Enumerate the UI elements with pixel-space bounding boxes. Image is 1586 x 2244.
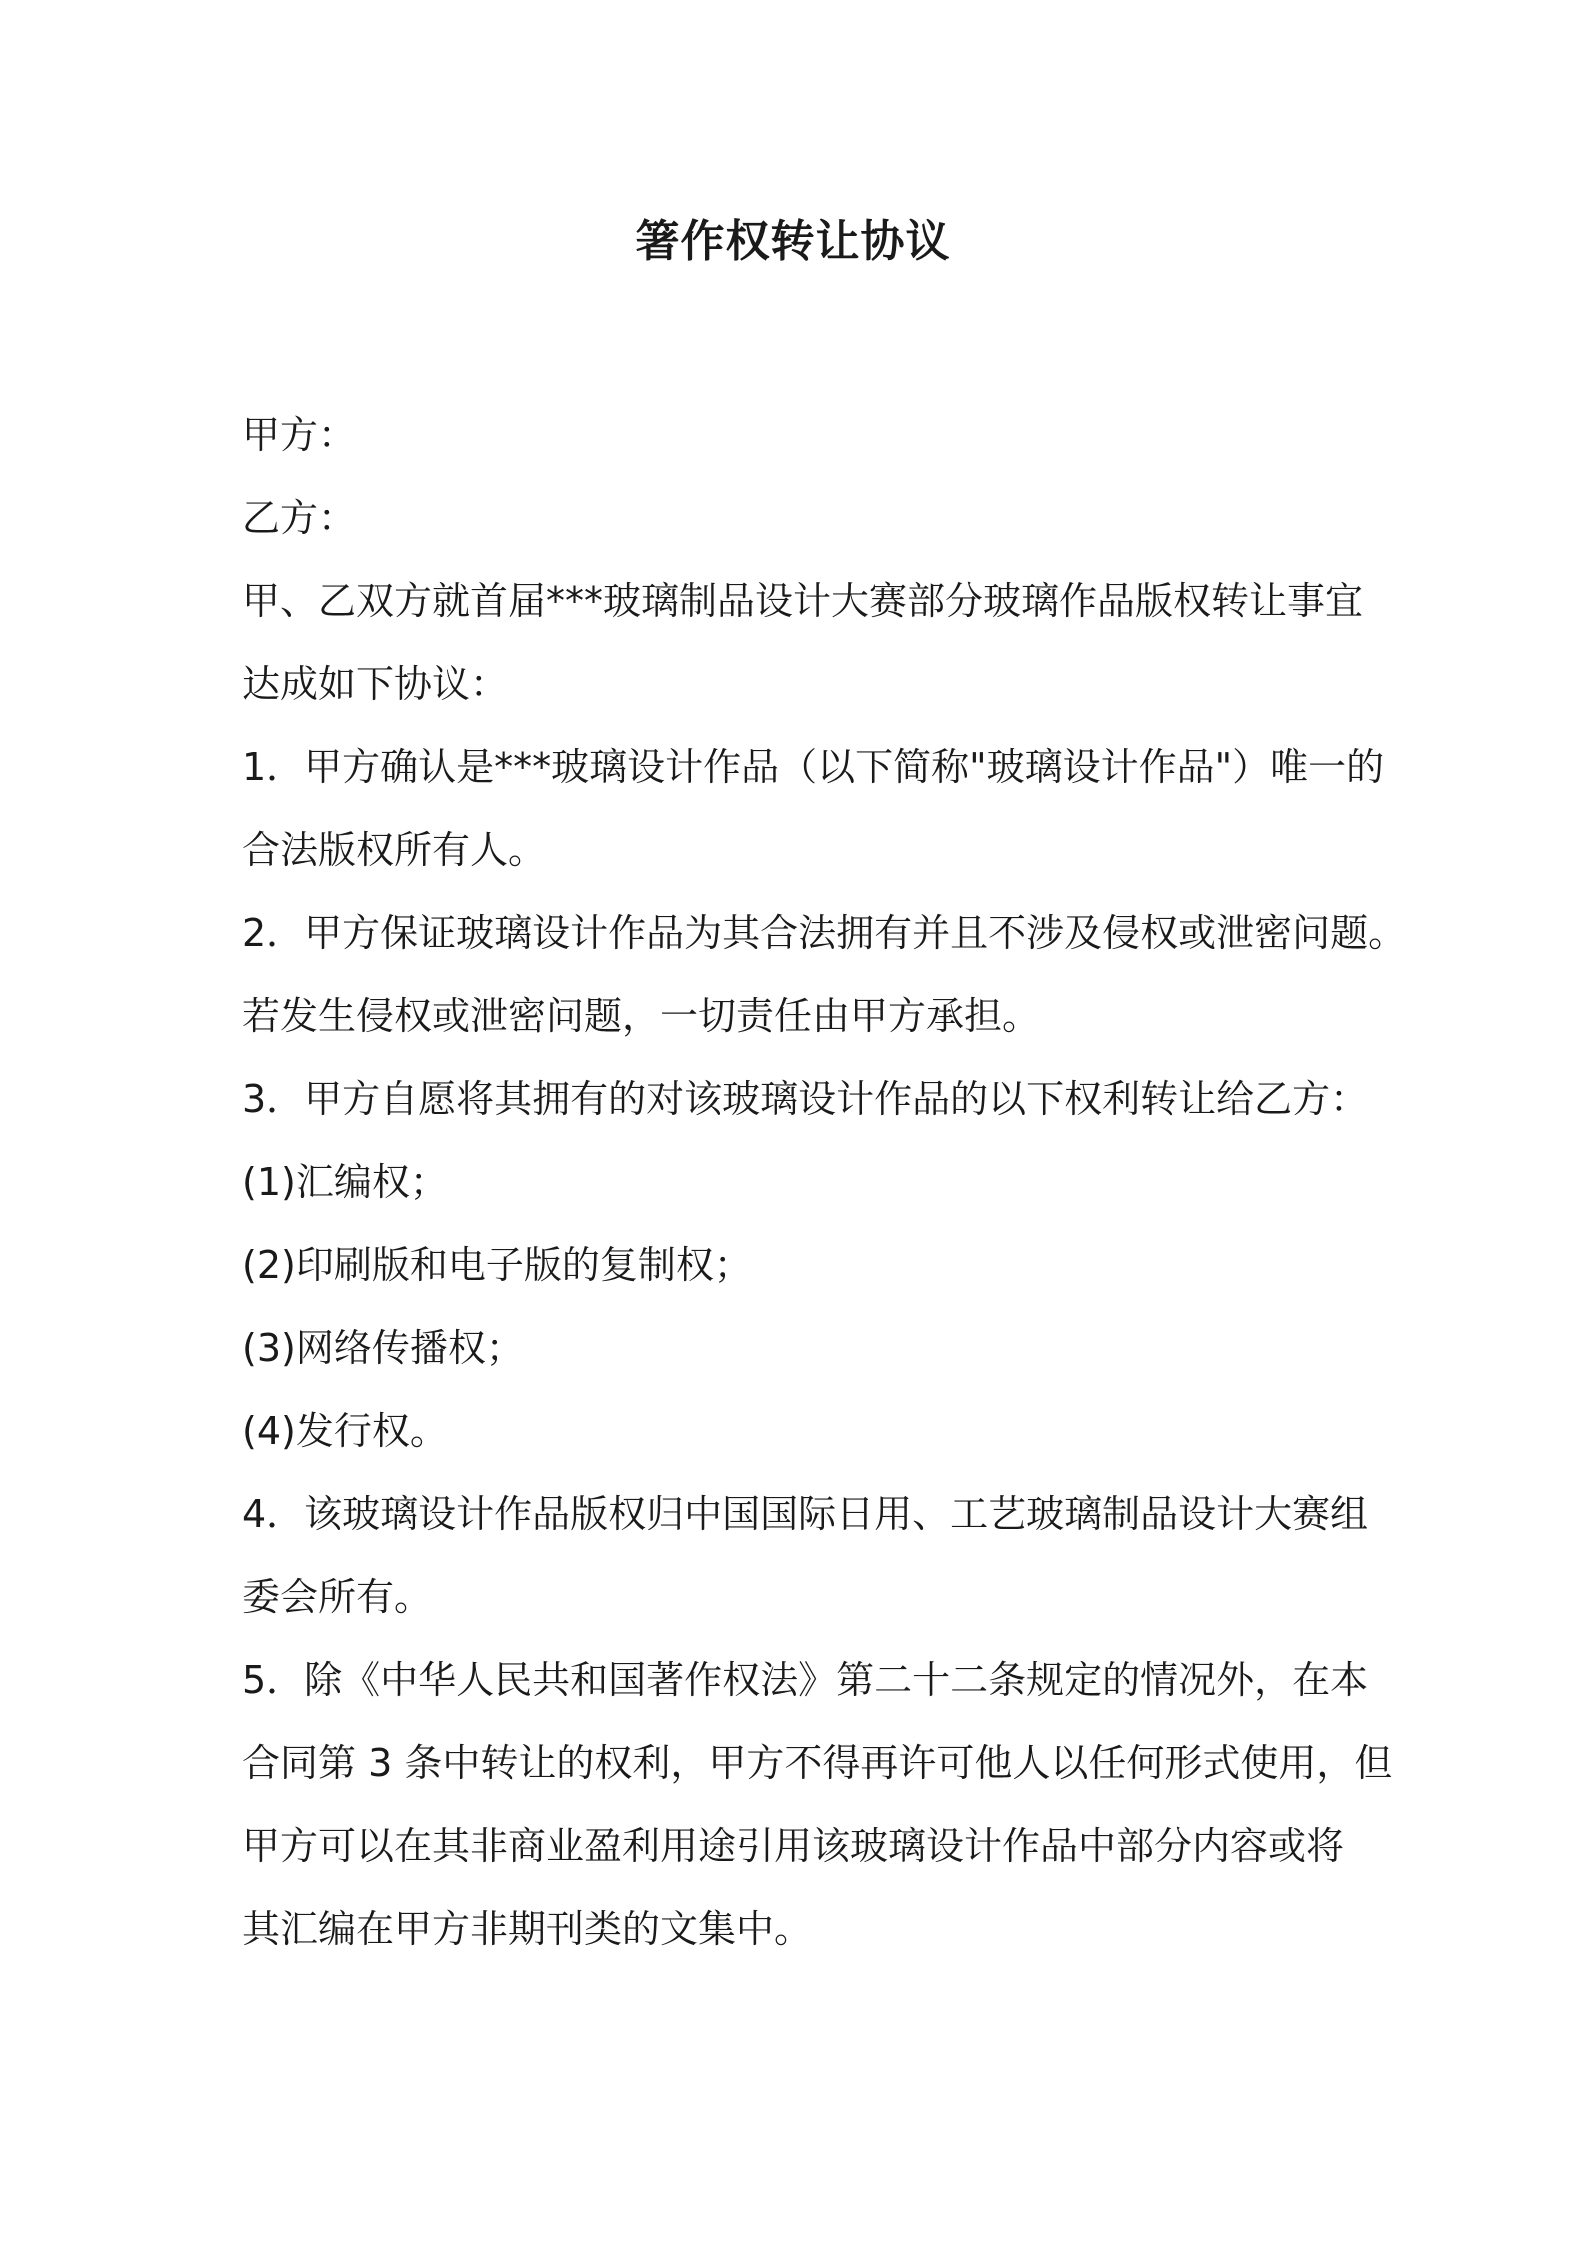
clause-3-item-4: (4)发行权。: [242, 1409, 448, 1453]
clause-3-item-2: (2)印刷版和电子版的复制权；: [242, 1243, 752, 1287]
clause-2-line-2: 若发生侵权或泄密问题，一切责任由甲方承担。: [242, 994, 1041, 1038]
clause-3-line-1: 3．甲方自愿将其拥有的对该玻璃设计作品的以下权利转让给乙方：: [242, 1077, 1369, 1121]
party-a-line: 甲方：: [242, 413, 357, 457]
document-title: 箸作权转让协议: [635, 216, 951, 267]
clause-5-line-4: 其汇编在甲方非期刊类的文集中。: [242, 1907, 813, 1951]
clause-3-item-1: (1)汇编权；: [242, 1160, 448, 1204]
clause-5-line-2: 合同第 3 条中转让的权利，甲方不得再许可他人以任何形式使用，但: [242, 1741, 1393, 1785]
preamble-line-2: 达成如下协议：: [242, 662, 509, 706]
clause-5-line-1: 5．除《中华人民共和国著作权法》第二十二条规定的情况外，在本: [242, 1658, 1369, 1702]
clause-2-line-1: 2．甲方保证玻璃设计作品为其合法拥有并且不涉及侵权或泄密问题。: [242, 911, 1407, 955]
clause-1-line-2: 合法版权所有人。: [242, 828, 547, 872]
clause-4-line-1: 4．该玻璃设计作品版权归中国国际日用、工艺玻璃制品设计大赛组: [242, 1492, 1369, 1536]
document-body: [242, 405, 1407, 1982]
preamble-line-1: 甲、乙双方就首届***玻璃制品设计大赛部分玻璃作品版权转让事宜: [242, 579, 1364, 623]
clause-4-line-2: 委会所有。: [242, 1575, 433, 1619]
party-b-line: 乙方：: [242, 496, 357, 540]
clause-5-line-3: 甲方可以在其非商业盈利用途引用该玻璃设计作品中部分内容或将: [242, 1824, 1345, 1868]
clause-3-item-3: (3)网络传播权；: [242, 1326, 524, 1370]
clause-1-line-1: 1．甲方确认是***玻璃设计作品（以下简称"玻璃设计作品"）唯一的: [242, 745, 1385, 789]
